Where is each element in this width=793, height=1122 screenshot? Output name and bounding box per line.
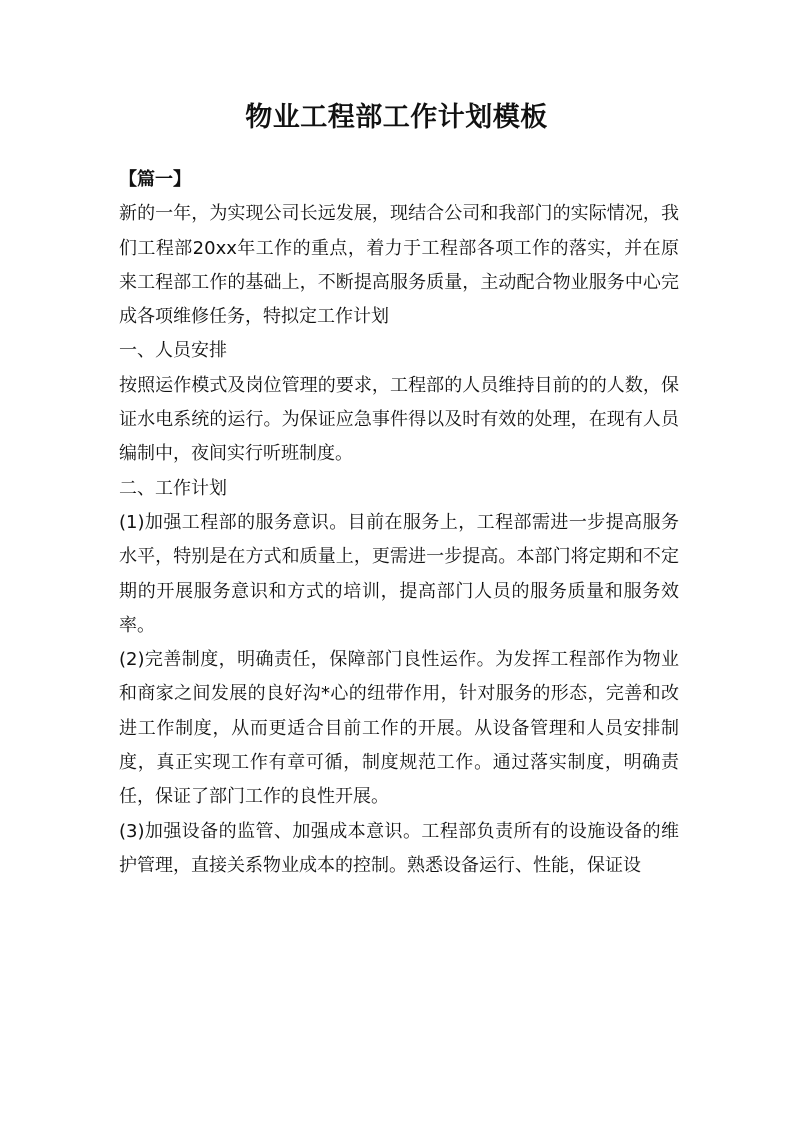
paragraph-plan-item-1: (1)加强工程部的服务意识。目前在服务上，工程部需进一步提高服务水平，特别是在方式和质量上，更需进一步提高。本部门将定期和不定期的开展服务意识和方式的培训，提高部门人员的服务质量和服务效率。 <box>119 511 679 636</box>
document-body <box>119 163 679 883</box>
heading-staffing: 一、人员安排 <box>119 340 227 362</box>
paragraph-staffing: 按照运作模式及岗位管理的要求，工程部的人员维持目前的的人数，保证水电系统的运行。为保证应急事件得以及时有效的处理，在现有人员编制中，夜间实行听班制度。 <box>119 374 679 465</box>
section-tag: 【篇一】 <box>119 169 191 190</box>
heading-work-plan: 二、工作计划 <box>119 477 227 499</box>
paragraph-plan-item-3: (3)加强设备的监管、加强成本意识。工程部负责所有的设施设备的维护管理，直接关系物业成本的控制。熟悉设备运行、性能，保证设 <box>119 820 679 876</box>
document-title: 物业工程部工作计划模板 <box>245 102 548 133</box>
paragraph-intro: 新的一年，为实现公司长远发展，现结合公司和我部门的实际情况，我们工程部20xx年工作的重点，着力于工程部各项工作的落实，并在原来工程部工作的基础上，不断提高服务质量，主动配合物业服务中心完成各项维修任务，特拟定工作计划 <box>119 203 679 328</box>
paragraph-plan-item-2: (2)完善制度，明确责任，保障部门良性运作。为发挥工程部作为物业和商家之间发展的良好沟*心的纽带作用，针对服务的形态，完善和改进工作制度，从而更适合目前工作的开展。从设备管理和人员安排制度，真正实现工作有章可循，制度规范工作。通过落实制度，明确责任，保证了部门工作的良性开展。 <box>119 649 679 808</box>
